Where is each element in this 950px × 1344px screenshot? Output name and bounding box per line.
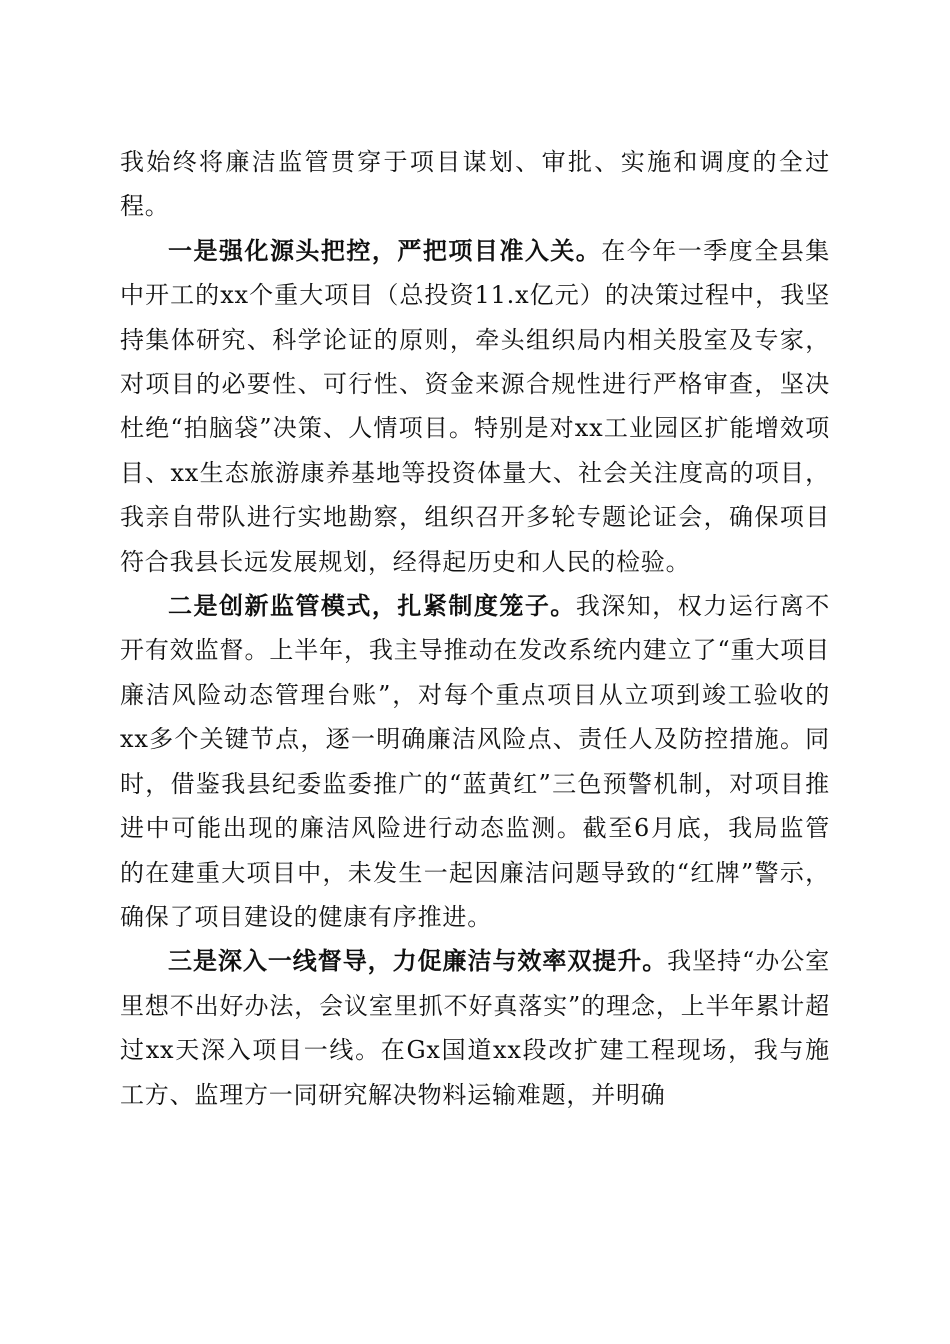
paragraph-4 [120, 939, 830, 1117]
paragraph-4-text: 我坚持“办公室里想不出好办法，会议室里抓不好真落实”的理念，上半年累计超过xx天深入项目一线。在Gx国道xx段改扩建工程现场，我与施工方、监理方一同研究解决物料运输难题，并明确 [120, 947, 830, 1109]
document-body [120, 140, 830, 1117]
paragraph-1-text: 我始终将廉洁监管贯穿于项目谋划、审批、实施和调度的全过程。 [120, 148, 830, 221]
paragraph-1 [120, 140, 830, 229]
paragraph-3 [120, 584, 830, 939]
paragraph-2 [120, 229, 830, 584]
paragraph-2-lead: 一是强化源头把控，严把项目准入关。 [168, 235, 602, 265]
paragraph-2-text: 在今年一季度全县集中开工的xx个重大项目（总投资11.x亿元）的决策过程中，我坚持集体研究、科学论证的原则，牵头组织局内相关股室及专家，对项目的必要性、可行性、资金来源合规性进行严格审查，坚决杜绝“拍脑袋”决策、人情项目。特别是对xx工业园区扩能增效项目、xx生态旅游康养基地等投资体量大、社会关注度高的项目，我亲自带队进行实地勘察，组织召开多轮专题论证会，确保项目符合我县长远发展规划，经得起历史和人民的检验。 [120, 236, 830, 576]
paragraph-4-lead: 三是深入一线督导，力促廉洁与效率双提升。 [168, 946, 668, 976]
paragraph-3-text: 我深知，权力运行离不开有效监督。上半年，我主导推动在发改系统内建立了“重大项目廉洁风险动态管理台账”，对每个重点项目从立项到竣工验收的xx多个关键节点，逐一明确廉洁风险点、责任人及防控措施。同时，借鉴我县纪委监委推广的“蓝黄红”三色预警机制，对项目推进中可能出现的廉洁风险进行动态监测。截至6月底，我局监管的在建重大项目中，未发生一起因廉洁问题导致的“红牌”警示，确保了项目建设的健康有序推进。 [120, 592, 830, 931]
paragraph-3-lead: 二是创新监管模式，扎紧制度笼子。 [168, 591, 576, 621]
